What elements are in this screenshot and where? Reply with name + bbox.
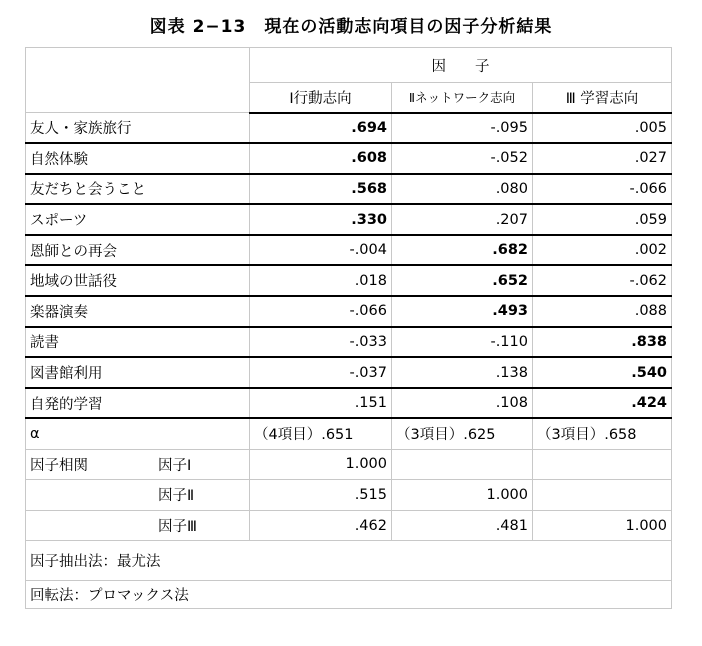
note-row [26, 541, 672, 581]
item-label: 友だちと会うこと [26, 174, 250, 205]
table-row [26, 174, 672, 205]
loading-value: -.062 [533, 265, 672, 296]
loading-value: .027 [533, 143, 672, 174]
loading-value: .108 [392, 388, 533, 419]
loading-value: -.037 [250, 357, 392, 388]
correlation-label-cell [26, 510, 250, 541]
loading-value: .002 [533, 235, 672, 266]
table-row [26, 296, 672, 327]
correlation-value: 1.000 [250, 449, 392, 480]
alpha-value: （3項目）.658 [533, 418, 672, 449]
loading-value: .005 [533, 113, 672, 144]
loading-value: .330 [250, 204, 392, 235]
correlation-label-cell [26, 480, 250, 511]
factor-header-2: Ⅱネットワーク志向 [392, 83, 533, 113]
item-label: 読書 [26, 327, 250, 358]
header-corner-cell [26, 48, 250, 113]
item-label: 自然体験 [26, 143, 250, 174]
table-row [26, 204, 672, 235]
item-label: 楽器演奏 [26, 296, 250, 327]
correlation-value: .515 [250, 480, 392, 511]
loading-value: .608 [250, 143, 392, 174]
loading-value: .424 [533, 388, 672, 419]
table-row [26, 143, 672, 174]
factor-header-3: Ⅲ 学習志向 [533, 83, 672, 113]
loading-value: .018 [250, 265, 392, 296]
table-row [26, 113, 672, 144]
note-rotation: 回転法：プロマックス法 [26, 581, 672, 609]
loading-value: .493 [392, 296, 533, 327]
loading-value: .652 [392, 265, 533, 296]
correlation-row [26, 480, 672, 511]
loading-value: -.052 [392, 143, 533, 174]
loading-value: .207 [392, 204, 533, 235]
loading-value: -.004 [250, 235, 392, 266]
loading-value: .838 [533, 327, 672, 358]
correlation-label: 因子相関 [30, 457, 88, 474]
note-row [26, 581, 672, 609]
note-extraction: 因子抽出法：最尤法 [26, 541, 672, 581]
correlation-value: 1.000 [392, 480, 533, 511]
table-row [26, 327, 672, 358]
correlation-value: 1.000 [533, 510, 672, 541]
loading-value: .540 [533, 357, 672, 388]
factor-group-header: 因 子 [250, 48, 672, 83]
alpha-value: （3項目）.625 [392, 418, 533, 449]
correlation-row [26, 510, 672, 541]
item-label: 友人・家族旅行 [26, 113, 250, 144]
alpha-value: （4項目）.651 [250, 418, 392, 449]
header-row-group [26, 48, 672, 83]
table-title: 図表 2−13 現在の活動志向項目の因子分析結果 [149, 17, 553, 37]
loading-value: -.033 [250, 327, 392, 358]
item-label: 地域の世話役 [26, 265, 250, 296]
loading-value: .682 [392, 235, 533, 266]
factor-analysis-table [25, 47, 672, 609]
table-row [26, 265, 672, 296]
item-label: 図書館利用 [26, 357, 250, 388]
correlation-factor: 因子Ⅰ [158, 457, 192, 474]
correlation-value [533, 449, 672, 480]
correlation-factor: 因子Ⅲ [158, 519, 197, 536]
alpha-row [26, 418, 672, 449]
correlation-row [26, 449, 672, 480]
loading-value: -.110 [392, 327, 533, 358]
item-label: スポーツ [26, 204, 250, 235]
alpha-label: α [26, 418, 250, 449]
loading-value: .088 [533, 296, 672, 327]
correlation-factor: 因子Ⅱ [158, 488, 195, 505]
correlation-value: .481 [392, 510, 533, 541]
loading-value: .080 [392, 174, 533, 205]
loading-value: .694 [250, 113, 392, 144]
table-row [26, 357, 672, 388]
correlation-value: .462 [250, 510, 392, 541]
loading-value: .059 [533, 204, 672, 235]
factor-header-1: Ⅰ行動志向 [250, 83, 392, 113]
loading-value: .138 [392, 357, 533, 388]
table-row [26, 388, 672, 419]
correlation-label-cell [26, 449, 250, 480]
table-row [26, 235, 672, 266]
loading-value: .151 [250, 388, 392, 419]
item-label: 自発的学習 [26, 388, 250, 419]
correlation-value [533, 480, 672, 511]
item-label: 恩師との再会 [26, 235, 250, 266]
loading-value: .568 [250, 174, 392, 205]
correlation-value [392, 449, 533, 480]
loading-value: -.095 [392, 113, 533, 144]
loading-value: -.066 [250, 296, 392, 327]
loading-value: -.066 [533, 174, 672, 205]
